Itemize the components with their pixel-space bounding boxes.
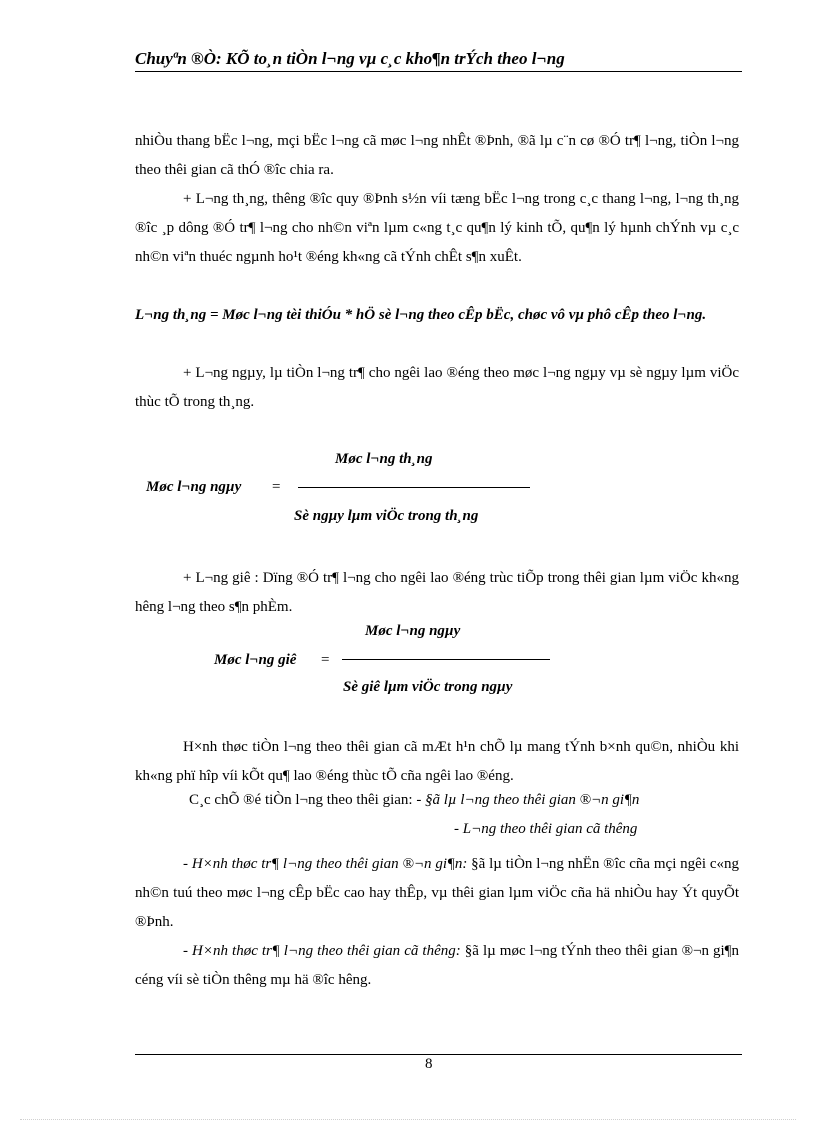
formula-hourly-numerator: Møc l¬ng ngµy xyxy=(365,623,461,639)
formula-daily-equals: = xyxy=(272,479,281,495)
regime-simple: - §ã lµ l¬ng theo thêi gian ®¬n gi¶n xyxy=(416,792,640,808)
formula-daily-numerator: Møc l¬ng th¸ng xyxy=(335,451,433,467)
paragraph-simple-time-pay xyxy=(135,850,739,937)
bonus-time-pay-title: - H×nh thøc tr¶ l¬ng theo thêi gian cã thêng: xyxy=(183,943,461,959)
paragraph-regimes-intro xyxy=(189,792,639,809)
formula-hourly-denominator: Sè giê lµm viÖc trong ngµy xyxy=(343,679,513,695)
formula-daily-denominator: Sè ngµy lµm viÖc trong th¸ng xyxy=(294,508,479,524)
formula-daily-lhs: Møc l¬ng ngµy xyxy=(146,479,242,495)
paragraph-salary-scale: nhiÒu thang bËc l¬ng, mçi bËc l¬ng cã møc l¬ng nhÊt ®Þnh, ®ã lµ c¨n cø ®Ó tr¶ l¬ng, tiÒn l¬ng theo thêi gian cã thÓ ®îc chia ra. xyxy=(135,133,739,178)
paragraph-hourly-salary: + L¬ng giê : Dïng ®Ó tr¶ l¬ng cho ngêi lao ®éng trùc tiÕp trong thêi gian lµm viÖc kh«ng hêng l¬ng theo s¶n phÈm. xyxy=(135,570,739,615)
footer-rule xyxy=(135,1054,742,1055)
page-number: 8 xyxy=(425,1056,433,1072)
formula-hourly-equals: = xyxy=(321,652,330,668)
page-header-title: Chuyªn ®Ò: KÕ to¸n tiÒn l¬ng vµ c¸c kho¶n trÝch theo l¬ng xyxy=(135,49,565,68)
formula-hourly-fraction-bar xyxy=(342,659,550,660)
formula-daily-fraction-bar xyxy=(298,487,530,488)
formula-hourly-lhs: Møc l¬ng giê xyxy=(214,652,297,668)
paragraph-daily-salary: + L¬ng ngµy, lµ tiÒn l¬ng tr¶ cho ngêi lao ®éng theo møc l¬ng ngµy vµ sè ngµy lµm viÖc thùc tÕ trong th¸ng. xyxy=(135,365,739,410)
page-bottom-edge xyxy=(20,1119,796,1120)
paragraph-bonus-time-pay xyxy=(135,937,739,995)
header-rule xyxy=(135,71,742,72)
paragraph-limitations: H×nh thøc tiÒn l¬ng theo thêi gian cã mÆt h¹n chÕ lµ mang tÝnh b×nh qu©n, nhiÒu khi kh«ng phï hîp víi kÕt qu¶ lao ®éng thùc tÕ cña ngêi lao ®éng. xyxy=(135,739,739,784)
simple-time-pay-title: - H×nh thøc tr¶ l¬ng theo thêi gian ®¬n gi¶n: xyxy=(183,856,468,872)
paragraph-monthly-salary: + L¬ng th¸ng, thêng ®îc quy ®Þnh s½n víi tæng bËc l¬ng trong c¸c thang l¬ng, l¬ng th¸ng ®îc ¸p dông ®Ó tr¶ l¬ng cho nh©n viªn lµm c«ng t¸c qu¶n lý kinh tÕ, qu¶n lý hµnh chÝnh vµ c¸c nh©n viªn thuéc ngµnh ho¹t ®éng kh«ng cã tÝnh chÊt s¶n xuÊt. xyxy=(135,191,739,265)
regimes-prefix: C¸c chÕ ®é tiÒn l¬ng theo thêi gian: xyxy=(189,792,417,808)
paragraph-monthly-formula: L¬ng th¸ng = Møc l¬ng tèi thiÓu * hÖ sè l¬ng theo cÊp bËc, chøc vô vµ phô cÊp theo l¬ng. xyxy=(135,307,707,323)
regime-bonus: - L¬ng theo thêi gian cã thêng xyxy=(454,821,638,837)
bonus-time-pay-body: §ã lµ møc l¬ng tÝnh theo thêi gian ®¬n gi¶n céng víi sè tiÒn thêng mµ hä ®îc hêng. xyxy=(135,943,739,988)
simple-time-pay-body: §ã lµ tiÒn l¬ng nhËn ®îc cña mçi ngêi c«ng nh©n tuú theo møc l¬ng cÊp bËc cao hay thÊp, vµ thêi gian lµm viÖc cña hä nhiÒu hay Ýt quyÕt ®Þnh. xyxy=(135,856,739,930)
